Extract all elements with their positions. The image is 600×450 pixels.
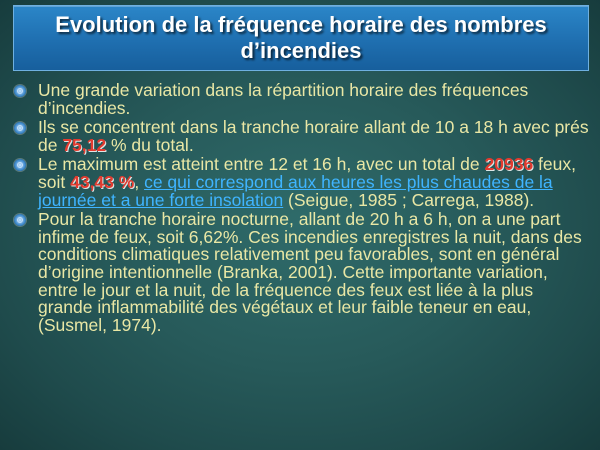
title-banner [13,5,589,71]
slide-title: Evolution de la fréquence horaire des nombres d’incendies [55,12,547,63]
bullet-icon [14,159,26,171]
bullet-icon [14,214,26,226]
bullet-icon [14,85,26,97]
bullet-item-2 [10,119,590,154]
bullet-list [10,82,590,336]
bullet-item-4 [10,211,590,334]
inline-link[interactable]: ce qui correspond aux heures les plus chaudes de la journée et a une forte insolation [38,171,553,210]
highlight-percentage: 43,43 % [70,171,135,192]
bullet-text: Une grande variation dans la répartition horaire des fréquences d’incendies. [38,80,529,118]
bullet-item-3 [10,156,590,209]
bullet-item-1 [10,82,590,117]
bullet-comma: , [134,171,145,192]
bullet-text-before: Le maximum est atteint entre 12 et 16 h, avec un total de [38,154,485,175]
highlight-percentage: 75,12 [62,134,107,155]
bullet-text: Pour la tranche horaire nocturne, allant de 20 h a 6 h, on a une part infime de feux, soit 6,62%. Ces incendies enregistres la nuit, dans des conditions climatiques relativement peu favorables, sont en général d’origine intentionnelle (Branka, 2001). Cette importante variation, entre le jour et la nuit, de la fréquence des feux est liée à la plus grande inflammabilité des végétaux et leur faible teneur en eau, (Susmel, 1974). [38,209,582,335]
bullet-text-after: (Seigue, 1985 ; Carrega, 1988). [283,189,535,210]
bullet-text-before: Ils se concentrent dans la tranche horaire allant de 10 a 18 h avec prés de [38,117,589,155]
bullet-icon [14,122,26,134]
bullet-text-after: % du total. [106,134,194,155]
highlight-fire-count: 20936 [484,154,534,175]
bullet-text-mid: feux, soit [38,154,576,192]
